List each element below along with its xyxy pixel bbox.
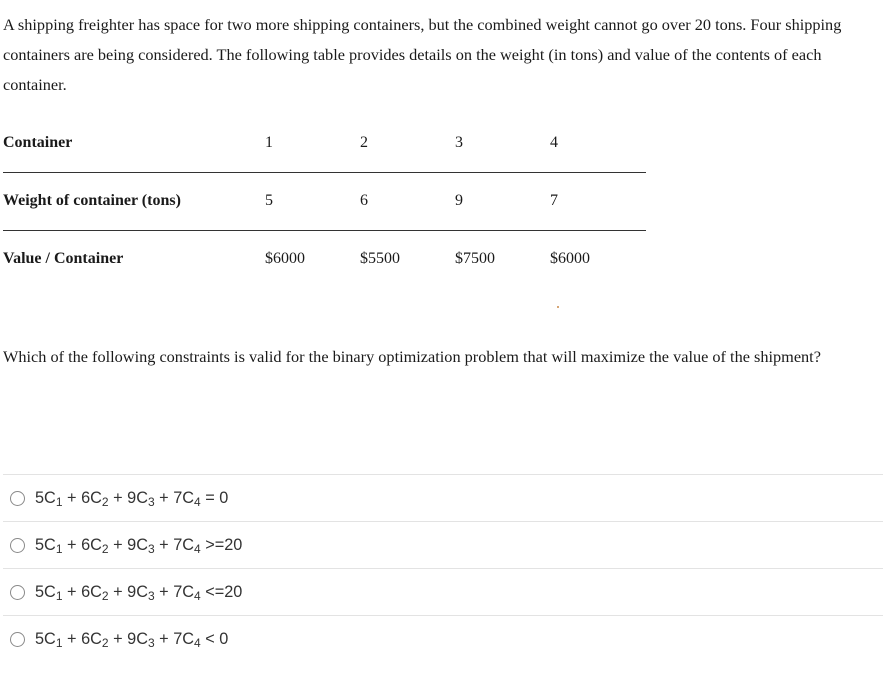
table-cell: 6 — [360, 192, 368, 209]
answer-option-1[interactable] — [3, 475, 883, 521]
table-cell: $6000 — [265, 250, 305, 267]
table-cell: 9 — [455, 192, 463, 209]
option-label: $5C_1 + 6C_2 + 9C_3 + 7C_4 = 0$ — [35, 488, 229, 509]
radio-button[interactable] — [10, 585, 25, 600]
answer-options — [3, 474, 883, 662]
row-label: Weight of container (tons) — [3, 192, 181, 209]
table-cell: 5 — [265, 192, 273, 209]
table-row-container — [3, 128, 646, 158]
answer-option-3[interactable] — [3, 569, 883, 615]
table-divider — [3, 230, 646, 231]
stray-dot — [557, 306, 559, 308]
table-cell: 7 — [550, 192, 558, 209]
table-cell: 2 — [360, 134, 368, 151]
question-text: Which of the following constraints is valid for the binary optimization problem that will maximize the value of the shipment? — [3, 347, 821, 366]
radio-button[interactable] — [10, 538, 25, 553]
table-row-weight — [3, 186, 646, 216]
option-label: $5C_1 + 6C_2 + 9C_3 + 7C_4 >=20$ — [35, 535, 243, 556]
table-divider — [3, 172, 646, 173]
table-cell: $6000 — [550, 250, 590, 267]
answer-option-2[interactable] — [3, 522, 883, 568]
answer-option-4[interactable] — [3, 616, 883, 662]
radio-button[interactable] — [10, 632, 25, 647]
table-cell: $5500 — [360, 250, 400, 267]
table-cell: 4 — [550, 134, 558, 151]
table-cell: 1 — [265, 134, 273, 151]
table-cell: $7500 — [455, 250, 495, 267]
table-cell: 3 — [455, 134, 463, 151]
option-label: $5C_1 + 6C_2 + 9C_3 + 7C_4 <=20$ — [35, 582, 243, 603]
row-label: Container — [3, 134, 73, 151]
radio-button[interactable] — [10, 491, 25, 506]
option-label: $5C_1 + 6C_2 + 9C_3 + 7C_4 < 0$ — [35, 629, 229, 650]
problem-intro: A shipping freighter has space for two more shipping containers, but the combined weight cannot go over 20 tons. Four shipping containers are being considered. The following table provides details on the weight (in tons) and value of the contents of each container. — [3, 15, 842, 94]
row-label: Value / Container — [3, 250, 124, 267]
table-row-value — [3, 244, 646, 274]
